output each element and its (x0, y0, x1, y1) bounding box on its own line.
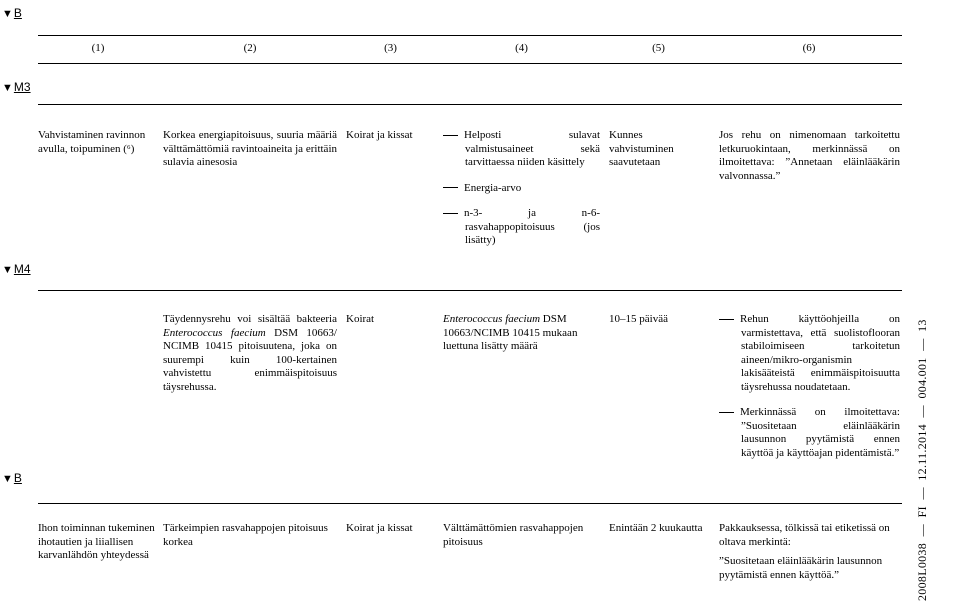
table-top-rule (38, 35, 902, 36)
dash-icon (719, 319, 734, 320)
column-header-5: (5) (652, 42, 665, 54)
triangle-down-icon: ▼ (2, 8, 13, 20)
amendment-marker-m4 (2, 262, 31, 276)
triangle-down-icon: ▼ (2, 264, 13, 276)
amendment-marker-b-bottom (2, 471, 22, 485)
separator-dash: — (915, 335, 929, 355)
column-header-1: (1) (91, 42, 105, 54)
page-number: 13 (915, 319, 929, 332)
b-species: Koirat ja kissat (346, 522, 413, 534)
dash-icon (443, 213, 458, 214)
dash-icon (443, 187, 458, 188)
separator-dash: — (915, 520, 929, 540)
m3-nutritional-purpose: Vahvistaminen ravinnon avulla, toipuminen (⁶) (38, 129, 146, 155)
doc-language: FI (915, 506, 929, 518)
m3-nutritional-characteristics: Korkea energiapitoisuus, suuria määriä välttämättömiä ravintoaineita ja erittäin sulavia ainesosia (163, 129, 337, 168)
marker-label: M3 (13, 80, 31, 94)
b-feeding-time: Enintään 2 kuukautta (609, 522, 703, 534)
m4-species: Koirat (346, 313, 375, 325)
triangle-down-icon: ▼ (2, 82, 13, 94)
m4-section-rule (38, 290, 902, 291)
m3-feeding-time: Kunnes vahvistuminen saavutetaan (609, 129, 674, 168)
header-bottom-rule (38, 63, 902, 64)
column-header-4: (4) (515, 42, 528, 54)
m3-other-provisions: Jos rehu on nimenomaan tarkoitettu letkuruokintaan, merkinnässä on ilmoitettava: ”Annetaan eläinlääkärin valvonnassa.” (719, 129, 900, 182)
paragraph: Pakkauksessa, tölkissä tai etiketissä on oltava merkintä: (719, 522, 890, 548)
triangle-down-icon: ▼ (2, 473, 13, 485)
m4-feeding-time: 10–15 päivää (609, 313, 668, 325)
separator-dash: — (915, 483, 929, 503)
m3-section-rule (38, 104, 902, 105)
b-other-provisions (719, 522, 900, 582)
b-nutritional-purpose: Ihon toiminnan tukeminen ihotautien ja liiallisen karvanlähdön yhteydessä (38, 522, 155, 561)
b-labelling-declarations: Välttämättömien rasvahappojen pitoisuus (443, 522, 584, 548)
m3-labelling-declarations (443, 129, 600, 248)
m4-other-provisions (719, 313, 900, 460)
marker-label: B (13, 471, 22, 485)
column-header-6: (6) (802, 42, 816, 54)
separator-dash: — (915, 401, 929, 421)
list-item: Energia-arvo (443, 182, 600, 196)
doc-date: 12.11.2014 (915, 424, 929, 481)
doc-version: 004.001 (915, 357, 929, 399)
doc-id: 2008L0038 (915, 542, 929, 601)
paragraph: ”Suositetaan eläinlääkärin lausunnon pyytämistä ennen käyttöä.” (719, 555, 883, 581)
m4-labelling-declarations: Enterococcus faecium DSM 10663/NCIMB 10415 mukaan luettuna lisätty määrä (443, 313, 578, 352)
column-header-3: (3) (384, 42, 397, 54)
amendment-marker-m3 (2, 80, 31, 94)
dash-icon (719, 412, 734, 413)
b-nutritional-characteristics: Tärkeimpien rasvahappojen pitoisuus korkea (163, 522, 328, 548)
list-item: Rehun käyttöohjeilla on varmistettava, että suolistoflooran stabiloimiseen tarkoitetun aineen/mikro-organismin lakisääteistä enimmäispitoisuutta täysrehussa noudatetaan. (719, 313, 900, 394)
document-sidebar-reference (915, 301, 935, 601)
marker-label: B (13, 6, 22, 20)
list-item: n-3- ja n-6-rasvahappopitoisuus (jos lisätty) (443, 207, 600, 248)
list-item: Helposti sulavat valmistusaineet sekä tarvittaessa niiden käsittely (443, 129, 600, 170)
b-section-rule (38, 503, 902, 504)
column-header-2: (2) (243, 42, 257, 54)
marker-label: M4 (13, 262, 31, 276)
m3-species: Koirat ja kissat (346, 129, 413, 141)
m4-nutritional-characteristics: Täydennysrehu voi sisältää bakteeria Enterococcus faecium DSM 10663/ NCIMB 10415 pitoisuutena, joka on suurempi kuin 100-kertainen vahvistettu enimmäispitoisuus täysrehussa. (163, 313, 337, 393)
amendment-marker-b-top (2, 6, 22, 20)
list-item: Merkinnässä on ilmoitettava: ”Suositetaan eläinlääkärin lausunnon pyytämistä ennen käyttöä ja käyttöajan pidentämistä.” (719, 406, 900, 460)
dash-icon (443, 135, 458, 136)
